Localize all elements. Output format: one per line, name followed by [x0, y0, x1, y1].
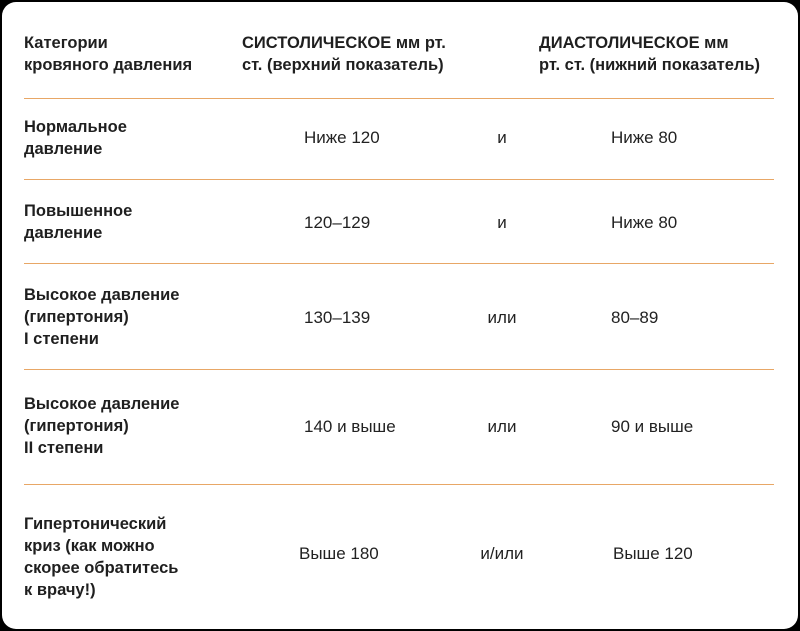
- row-category: Гипертонический криз (как можно скорее обратитесь к врачу!): [24, 515, 179, 599]
- row-systolic: 130–139: [304, 308, 371, 327]
- divider: [24, 369, 774, 370]
- header-category: Категории кровяного давления: [24, 34, 193, 74]
- row-category: Повышенное давление: [24, 202, 133, 242]
- row-systolic: Ниже 120: [304, 128, 380, 147]
- row-systolic: 120–129: [304, 213, 371, 232]
- header-diastolic: ДИАСТОЛИЧЕСКОЕ мм рт. ст. (нижний показатель): [539, 34, 760, 74]
- row-diastolic: 90 и выше: [611, 417, 694, 436]
- divider: [24, 484, 774, 485]
- row-category: Высокое давление (гипертония) I степени: [24, 286, 180, 348]
- row-connector: или: [487, 417, 517, 436]
- row-diastolic: Ниже 80: [611, 128, 678, 147]
- row-connector: и/или: [480, 544, 524, 563]
- row-diastolic: 80–89: [611, 308, 659, 327]
- row-connector: и: [497, 213, 507, 232]
- row-connector: и: [497, 128, 507, 147]
- divider: [24, 179, 774, 180]
- divider: [24, 263, 774, 264]
- divider: [24, 98, 774, 99]
- row-systolic: 140 и выше: [304, 417, 396, 436]
- row-diastolic: Выше 120: [613, 544, 693, 563]
- blood-pressure-table: [2, 2, 798, 629]
- row-category: Высокое давление (гипертония) II степени: [24, 395, 180, 457]
- row-category: Нормальное давление: [24, 118, 127, 158]
- row-connector: или: [487, 308, 517, 327]
- row-systolic: Выше 180: [299, 544, 379, 563]
- row-diastolic: Ниже 80: [611, 213, 678, 232]
- header-systolic: СИСТОЛИЧЕСКОЕ мм рт. ст. (верхний показатель): [242, 34, 446, 74]
